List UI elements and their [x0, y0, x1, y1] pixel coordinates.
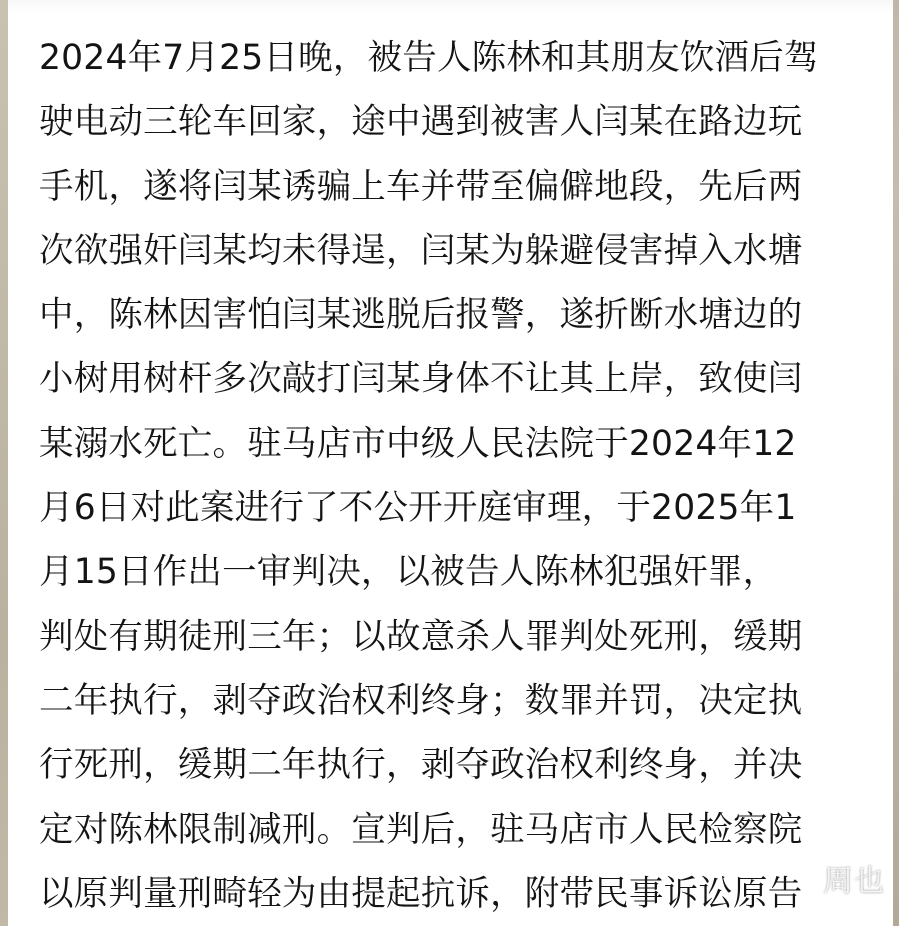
- article-body: [39, 26, 884, 926]
- text-line: 定对陈林限制减刑。宣判后，驻马店市人民检察院: [39, 809, 803, 850]
- text-line: 二年执行，剥夺政治权利终身；数罪并罚，决定执: [39, 680, 803, 721]
- text-line: 月6日对此案进行了不公开开庭审理，于2025年1: [39, 488, 797, 529]
- text-line: 行死刑，缓期二年执行，剥夺政治权利终身，并决: [39, 745, 803, 786]
- text-line: 判处有期徒刑三年；以故意杀人罪判处死刑，缓期: [39, 616, 803, 657]
- text-line: 中，陈林因害怕闫某逃脱后报警，遂折断水塘边的: [39, 295, 803, 336]
- text-line: 小树用树杆多次敲打闫某身体不让其上岸，致使闫: [39, 359, 803, 400]
- text-line: 手机，遂将闫某诱骗上车并带至偏僻地段，先后两: [39, 166, 803, 207]
- text-line: 驶电动三轮车回家，途中遇到被害人闫某在路边玩: [39, 102, 803, 143]
- text-line: 2024年7月25日晚，被告人陈林和其朋友饮酒后驾: [39, 38, 819, 78]
- document-page: [8, 0, 893, 926]
- text-line: 以原判量刑畸轻为由提起抗诉，附带民事诉讼原告: [39, 873, 803, 914]
- text-line: 次欲强奸闫某均未得逞，闫某为躲避侵害掉入水塘: [39, 230, 803, 271]
- watermark-text: 周也: [823, 864, 885, 899]
- text-line: 某溺水死亡。驻马店市中级人民法院于2024年12: [39, 423, 797, 464]
- text-line: 月15日作出一审判决，以被告人陈林犯强奸罪，: [39, 552, 778, 593]
